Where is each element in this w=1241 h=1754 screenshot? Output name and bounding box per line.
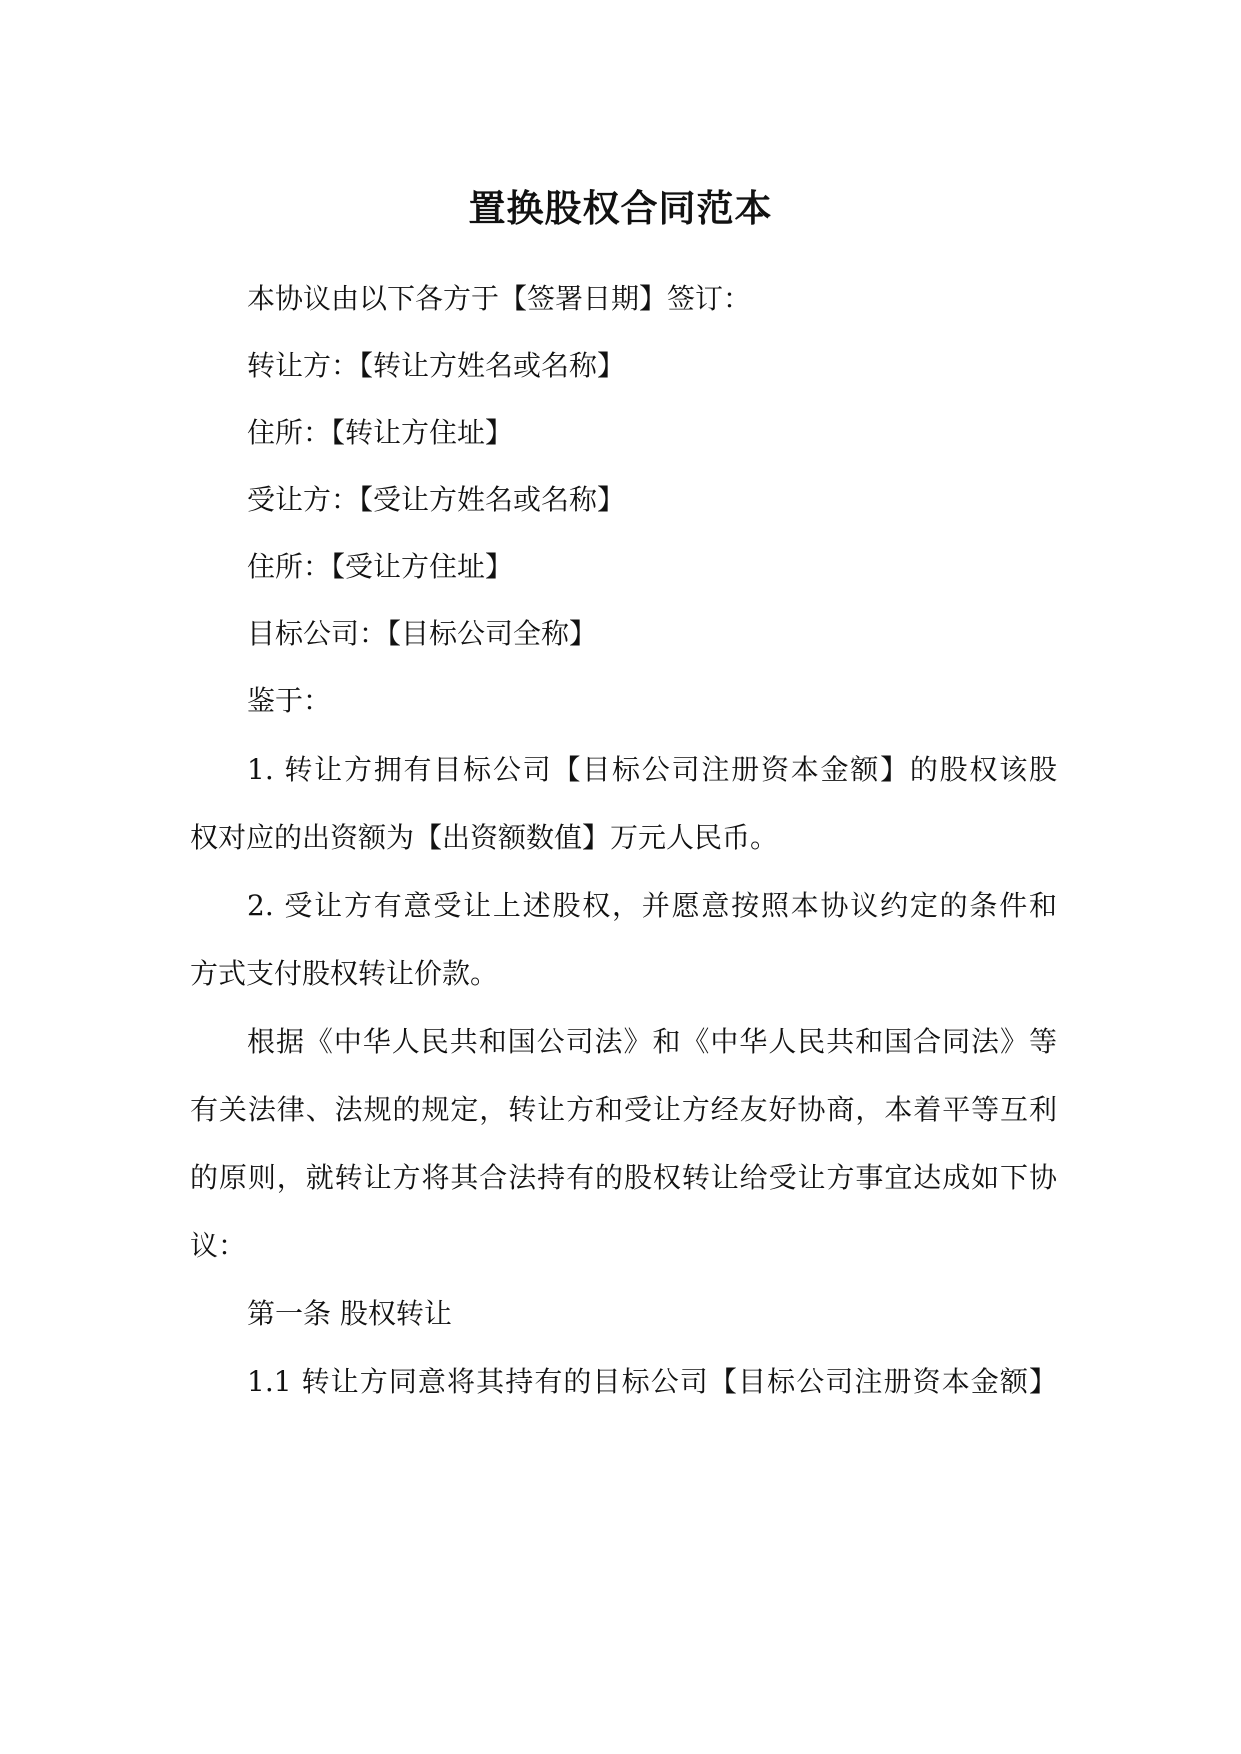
recital-1-line-1: 1. 转让方拥有目标公司【目标公司注册资本金额】的股权该股 [247, 753, 1057, 786]
transferor-line: 转让方：【转让方姓名或名称】 [247, 349, 626, 382]
recital-2-line-1: 2. 受让方有意受让上述股权，并愿意按照本协议约定的条件和 [247, 889, 1057, 922]
basis-line-3: 的原则，就转让方将其合法持有的股权转让给受让方事宜达成如下协 [190, 1161, 1057, 1194]
intro-line: 本协议由以下各方于【签署日期】签订： [247, 282, 752, 315]
document-title: 置换股权合同范本 [468, 187, 773, 230]
clause-1-1-line: 1.1 转让方同意将其持有的目标公司【目标公司注册资本金额】 [247, 1365, 1057, 1398]
whereas-line: 鉴于： [247, 684, 332, 717]
basis-line-2: 有关法律、法规的规定，转让方和受让方经友好协商，本着平等互利 [190, 1093, 1057, 1126]
recital-1-line-2: 权对应的出资额为【出资额数值】万元人民币。 [190, 821, 779, 854]
recital-2-line-2: 方式支付股权转让价款。 [190, 957, 499, 990]
basis-line-1: 根据《中华人民共和国公司法》和《中华人民共和国合同法》等 [247, 1025, 1057, 1058]
target-company-line: 目标公司：【目标公司全称】 [247, 617, 598, 650]
basis-line-4: 议： [190, 1229, 247, 1262]
transferee-line: 受让方：【受让方姓名或名称】 [247, 483, 626, 516]
article-1-heading: 第一条 股权转让 [247, 1297, 452, 1330]
transferor-address-line: 住所：【转让方住址】 [247, 416, 514, 449]
transferee-address-line: 住所：【受让方住址】 [247, 550, 514, 583]
